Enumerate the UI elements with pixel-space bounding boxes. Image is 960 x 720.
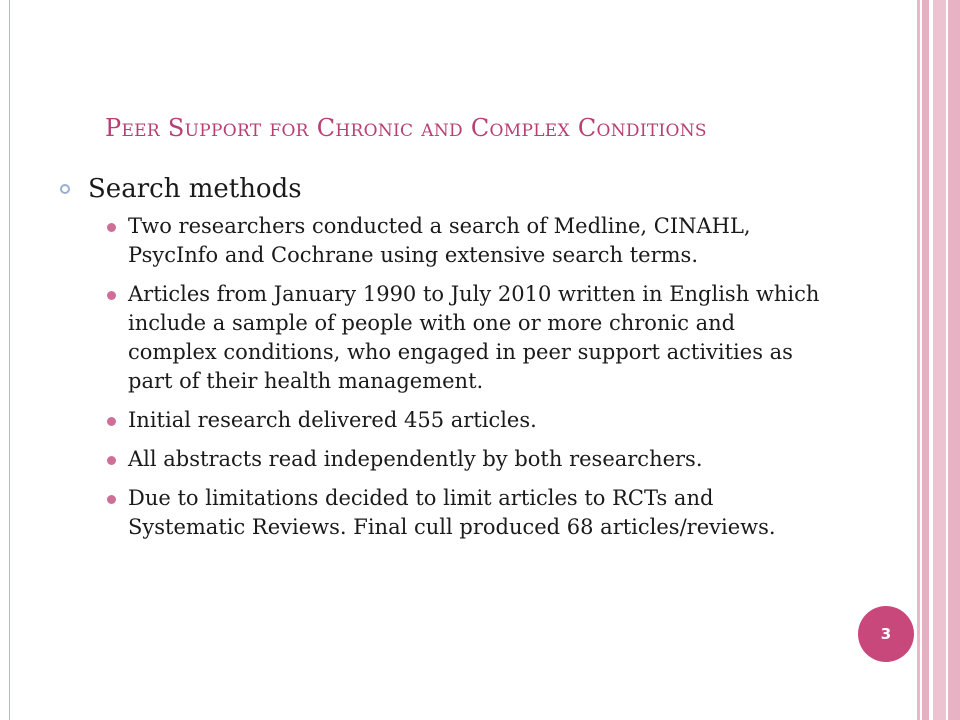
right-stripe (922, 0, 929, 720)
slide-title: Peer Support for Chronic and Complex Conditions (105, 114, 707, 142)
left-border-line (9, 0, 10, 720)
right-stripe (948, 0, 960, 720)
section-heading: Search methods (88, 174, 302, 204)
bullet-text: Due to limitations decided to limit articles to RCTs and Systematic Reviews. Final cull produced 68 articles/reviews. (128, 486, 776, 539)
page-number-badge: 3 (858, 606, 914, 662)
section-heading-row (60, 172, 880, 208)
dot-bullet-icon (107, 291, 116, 300)
bullet-item (105, 280, 825, 396)
bullet-text: Initial research delivered 455 articles. (128, 408, 537, 432)
bullet-text: All abstracts read independently by both researchers. (128, 447, 703, 471)
bullet-item (105, 484, 825, 542)
ring-bullet-icon (60, 184, 70, 194)
dot-bullet-icon (107, 223, 116, 232)
bullet-item (105, 445, 825, 474)
bullet-list (105, 212, 825, 552)
dot-bullet-icon (107, 456, 116, 465)
bullet-item (105, 212, 825, 270)
bullet-item (105, 406, 825, 435)
right-stripe (933, 0, 946, 720)
dot-bullet-icon (107, 495, 116, 504)
bullet-text: Articles from January 1990 to July 2010 written in English which include a sample of people with one or more chronic and complex conditions, who engaged in peer support activities as part of their health management. (128, 282, 820, 393)
dot-bullet-icon (107, 417, 116, 426)
bullet-text: Two researchers conducted a search of Medline, CINAHL, PsycInfo and Cochrane using extensive search terms. (128, 214, 751, 267)
